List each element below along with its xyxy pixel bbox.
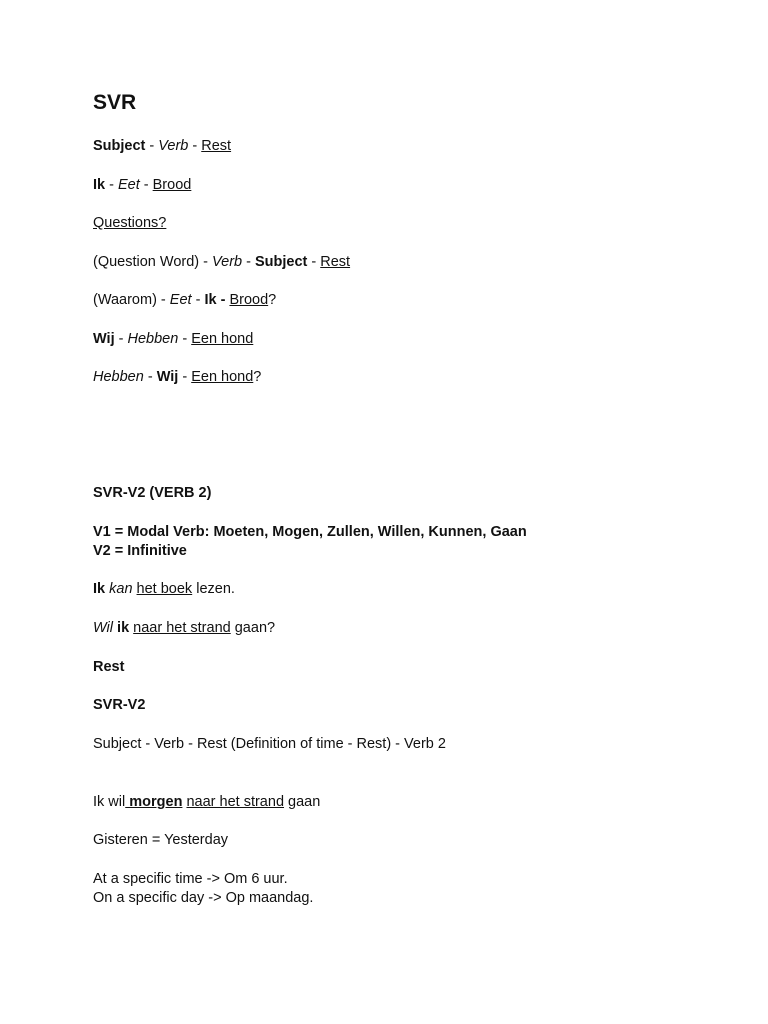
v2-verb: Wil (93, 620, 114, 636)
example-sep: - (139, 177, 153, 193)
svr-v2-heading-text: SVR-V2 (VERB 2) (93, 485, 212, 501)
svr-pattern-line (93, 137, 231, 155)
svr-example-line (93, 176, 191, 194)
v2-subject: Ik (93, 581, 106, 597)
v2-tail: gaan? (230, 620, 276, 636)
pattern-sep: - (188, 138, 202, 154)
rest-subheading (93, 696, 145, 714)
question-sep: - (307, 254, 321, 270)
rest-example-place: naar het strand (186, 794, 285, 810)
questions-heading-text: Questions? (93, 215, 167, 231)
rest-example-prefix: Ik wil (93, 794, 126, 810)
wij-sep: - (178, 369, 192, 385)
wij-question-line (93, 368, 261, 386)
wij-rest: Een hond (191, 369, 254, 385)
question-rest: Rest (320, 254, 351, 270)
pattern-verb: Verb (158, 138, 189, 154)
question-sep: - (191, 292, 205, 308)
wij-verb: Hebben (127, 331, 179, 347)
svr-v2-heading (93, 484, 211, 502)
gisteren-line: Gisteren = Yesterday (93, 832, 229, 848)
rest-example-tail: gaan (284, 794, 321, 810)
v1-definition-text: V1 = Modal Verb: Moeten, Mogen, Zullen, Willen, Kunnen, Gaan (93, 524, 527, 540)
wij-sep: - (114, 331, 128, 347)
question-mark: ? (268, 292, 277, 308)
v2-subject: ik (117, 620, 130, 636)
v2-verb: kan (109, 581, 133, 597)
wij-statement-line (93, 330, 253, 348)
v2-example-line (93, 580, 235, 598)
rest-heading-text: Rest (93, 659, 125, 675)
pattern-subject: Subject (93, 138, 146, 154)
question-subject: Subject (254, 254, 308, 270)
wij-rest: Een hond (191, 331, 254, 347)
example-sep: - (105, 177, 118, 193)
question-sep: - (242, 254, 255, 270)
pattern-sep: - (145, 138, 159, 154)
example-rest: Brood (152, 177, 192, 193)
wij-sep: - (178, 331, 192, 347)
page-title: SVR (93, 91, 137, 114)
example-subject: Ik (93, 177, 106, 193)
example-verb: Eet (117, 177, 140, 193)
v2-rest: naar het strand (133, 620, 231, 636)
question-subject: Ik - (204, 292, 226, 308)
wij-subject: Wij (156, 369, 179, 385)
question-mark: ? (253, 369, 262, 385)
wij-sep: - (143, 369, 157, 385)
time-rule-line: At a specific time -> Om 6 uur. (93, 871, 288, 887)
pattern-rest: Rest (201, 138, 232, 154)
question-rest: Brood (229, 292, 269, 308)
questions-heading (93, 214, 166, 232)
rest-heading (93, 658, 124, 676)
rest-example-line (93, 793, 320, 811)
question-word: (Question Word) - (93, 254, 212, 270)
wij-subject: Wij (93, 331, 115, 347)
v2-rest: het boek (136, 581, 193, 597)
wij-verb: Hebben (93, 369, 144, 385)
question-verb: Verb (212, 254, 243, 270)
v2-question-line (93, 619, 275, 637)
question-pattern-line (93, 253, 350, 271)
question-word: (Waarom) - (93, 292, 170, 308)
v2-definition-text: V2 = Infinitive (93, 543, 187, 559)
v2-tail: lezen. (192, 581, 235, 597)
rest-example-time: morgen (125, 794, 183, 810)
v2-definition (93, 542, 187, 560)
question-example-line (93, 291, 276, 309)
question-verb: Eet (169, 292, 192, 308)
v1-definition (93, 523, 527, 541)
rest-subheading-text: SVR-V2 (93, 697, 146, 713)
day-rule-line: On a specific day -> Op maandag. (93, 890, 314, 906)
rest-pattern-line: Subject - Verb - Rest (Definition of time - Rest) - Verb 2 (93, 736, 446, 752)
